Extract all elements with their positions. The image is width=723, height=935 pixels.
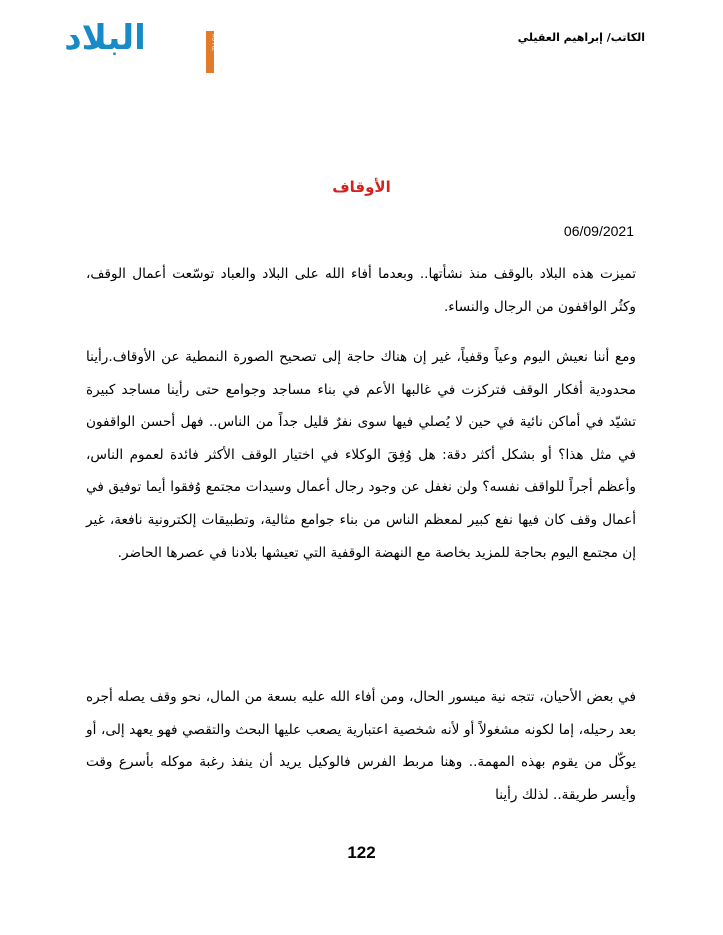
article-title: الأوقاف — [332, 178, 391, 196]
logo-tv-badge — [206, 23, 219, 73]
logo-tv-label: TV BILAD — [212, 23, 219, 51]
author-byline: الكاتب/ إبراهيم العقيلي — [517, 31, 645, 44]
article-paragraph: تميزت هذه البلاد بالوقف منذ نشأتها.. وبعدما أفاء الله على البلاد والعباد توسّعت أعمال الوقف، وكثُر الواقفون من الرجال والنساء. — [86, 266, 636, 315]
page-number: 122 — [347, 843, 376, 862]
article-paragraph: ومع أننا نعيش اليوم وعياً وقفياً، غير إن هناك حاجة إلى تصحيح الصورة النمطية عن الأوقاف.رأينا محدودية أفكار الوقف فتركزت في غالبها الأعم في بناء مساجد وجوامع حتى رأينا مساجد كبيرة تشيّد في أماكن نائية في حين لا يُصلي فيها سوى نفرٌ قليل جداً من الناس.. فهل أحسن الواقفون في مثل هذا؟ أو بشكل أكثر دقة: هل وُفِقَ الوكلاء في اختيار الوقف الأكثر فائدة لعموم الناس، وأعظم أجراً للواقف نفسه؟ ولن نغفل عن وجود رجال أعمال وسيدات مجتمع وُفقوا أيما توفيق في أعمال وقف كان فيها نفع كبير لمعظم الناس من بناء جوامع مثالية، وتطبيقات إلكترونية نافعة، غير إن مجتمع اليوم بحاجة للمزيد بخاصة مع النهضة الوقفية التي تعيشها بلادنا في عصرها الحاضر. — [86, 349, 636, 561]
al-bilad-logo — [48, 14, 219, 64]
article-date: 06/09/2021 — [563, 223, 634, 239]
article-paragraph: في بعض الأحيان، تتجه نية ميسور الحال، ومن أفاء الله عليه بسعة من المال، نحو وقف يصله أجره بعد رحيله، إما لكونه مشغولاً أو لأنه شخصية اعتبارية يصعب عليها البحث والتقصي فهو يعهد إلى، أو يوكّل من يقوم بهذه المهمة.. وهنا مربط الفرس فالوكيل يريد أن ينفذ رغبة موكله بأسرع وقت وأيسر طريقة.. لذلك رأينا — [86, 689, 636, 803]
logo-wordmark: البلاد — [64, 18, 146, 58]
